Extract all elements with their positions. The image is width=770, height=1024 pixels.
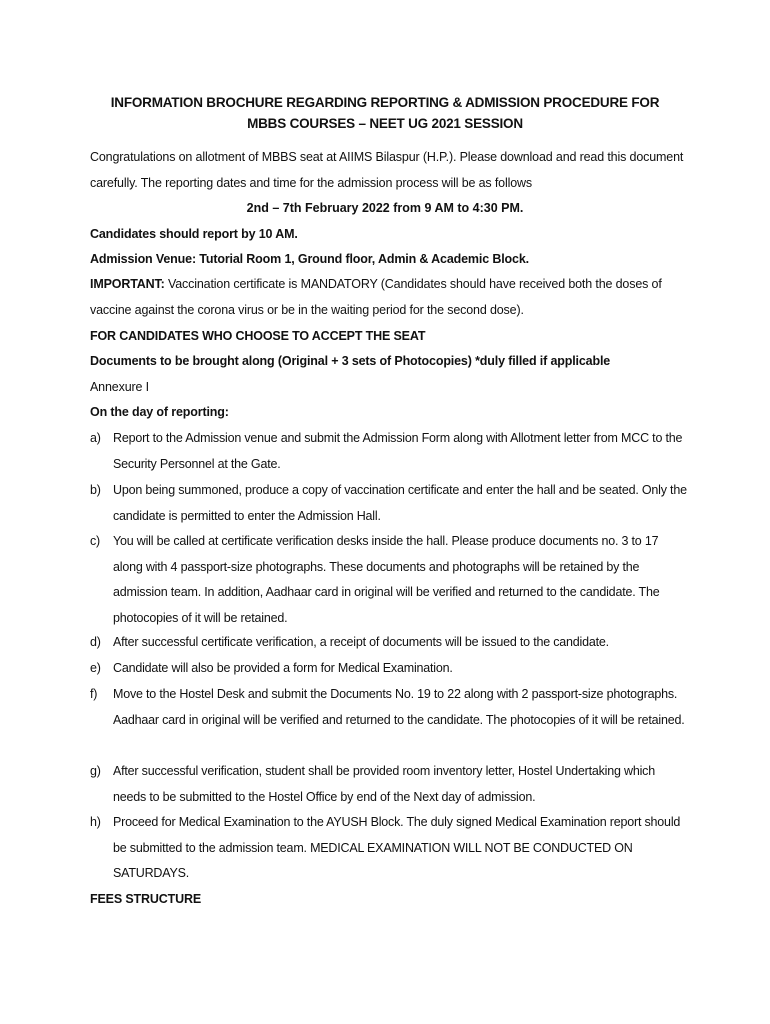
title-line-2: MBBS COURSES – NEET UG 2021 SESSION <box>247 116 523 131</box>
report-time: Candidates should report by 10 AM. <box>90 227 298 241</box>
step-marker: f) <box>90 687 98 701</box>
step-text: Report to the Admission venue and submit the Admission Form along with Allotment letter from MCC to the Security Personnel at the Gate. <box>113 431 683 471</box>
document-title <box>60 92 710 134</box>
step-item <box>90 810 690 887</box>
step-item <box>90 478 690 529</box>
admission-venue: Admission Venue: Tutorial Room 1, Ground floor, Admin & Academic Block. <box>90 252 529 266</box>
step-item <box>90 656 690 682</box>
step-marker: h) <box>90 815 101 829</box>
documents-heading: Documents to be brought along (Original + 3 sets of Photocopies) *duly filled if applicable <box>90 354 611 368</box>
fees-structure-heading: FEES STRUCTURE <box>90 892 202 906</box>
step-text: You will be called at certificate verification desks inside the hall. Please produce documents no. 3 to 17 along with 4 passport-size photographs. These documents and photographs will be retained by the admission team. In addition, Aadhaar card in original will be verified and returned to the candidate. The photocopies of it will be retained. <box>113 534 660 626</box>
step-item <box>90 682 690 733</box>
step-item <box>90 426 690 477</box>
step-marker: e) <box>90 661 101 675</box>
intro-paragraph: Congratulations on allotment of MBBS seat at AIIMS Bilaspur (H.P.). Please download and read this document carefully. The reporting dates and time for the admission process will be as follows <box>90 150 684 190</box>
step-marker: g) <box>90 764 101 778</box>
important-notice <box>90 272 690 323</box>
step-marker: b) <box>90 483 101 497</box>
reporting-day-heading: On the day of reporting: <box>90 405 229 419</box>
step-text: Upon being summoned, produce a copy of vaccination certificate and enter the hall and be seated. Only the candidate is permitted to enter the Admission Hall. <box>113 483 687 523</box>
step-text: After successful verification, student shall be provided room inventory letter, Hostel Undertaking which needs to be submitted to the Hostel Office by end of the Next day of admission. <box>113 764 655 804</box>
title-line-1: INFORMATION BROCHURE REGARDING REPORTING & ADMISSION PROCEDURE FOR <box>110 95 660 110</box>
important-text: Vaccination certificate is MANDATORY (Candidates should have received both the doses of vaccine against the corona virus or be in the waiting period for the second dose). <box>90 277 662 317</box>
step-marker: c) <box>90 534 101 548</box>
step-marker: d) <box>90 635 101 649</box>
step-item <box>90 630 690 656</box>
annexure-link: Annexure I <box>90 380 149 394</box>
reporting-dates: 2nd – 7th February 2022 from 9 AM to 4:30 PM. <box>246 201 524 215</box>
step-item <box>90 759 690 810</box>
step-marker: a) <box>90 431 101 445</box>
step-text: Proceed for Medical Examination to the AYUSH Block. The duly signed Medical Examination report should be submitted to the admission team. MEDICAL EXAMINATION WILL NOT BE CONDUCTED ON SATURDAYS. <box>113 815 681 881</box>
step-text: Move to the Hostel Desk and submit the Documents No. 19 to 22 along with 2 passport-size photographs. Aadhaar card in original will be verified and returned to the candidate. The photocopies of it will be retained. <box>113 687 685 727</box>
important-label: IMPORTANT: <box>90 277 165 291</box>
accept-seat-heading: FOR CANDIDATES WHO CHOOSE TO ACCEPT THE SEAT <box>90 329 426 343</box>
step-text: Candidate will also be provided a form for Medical Examination. <box>113 661 453 675</box>
step-item <box>90 529 690 632</box>
step-text: After successful certificate verification, a receipt of documents will be issued to the candidate. <box>113 635 609 649</box>
